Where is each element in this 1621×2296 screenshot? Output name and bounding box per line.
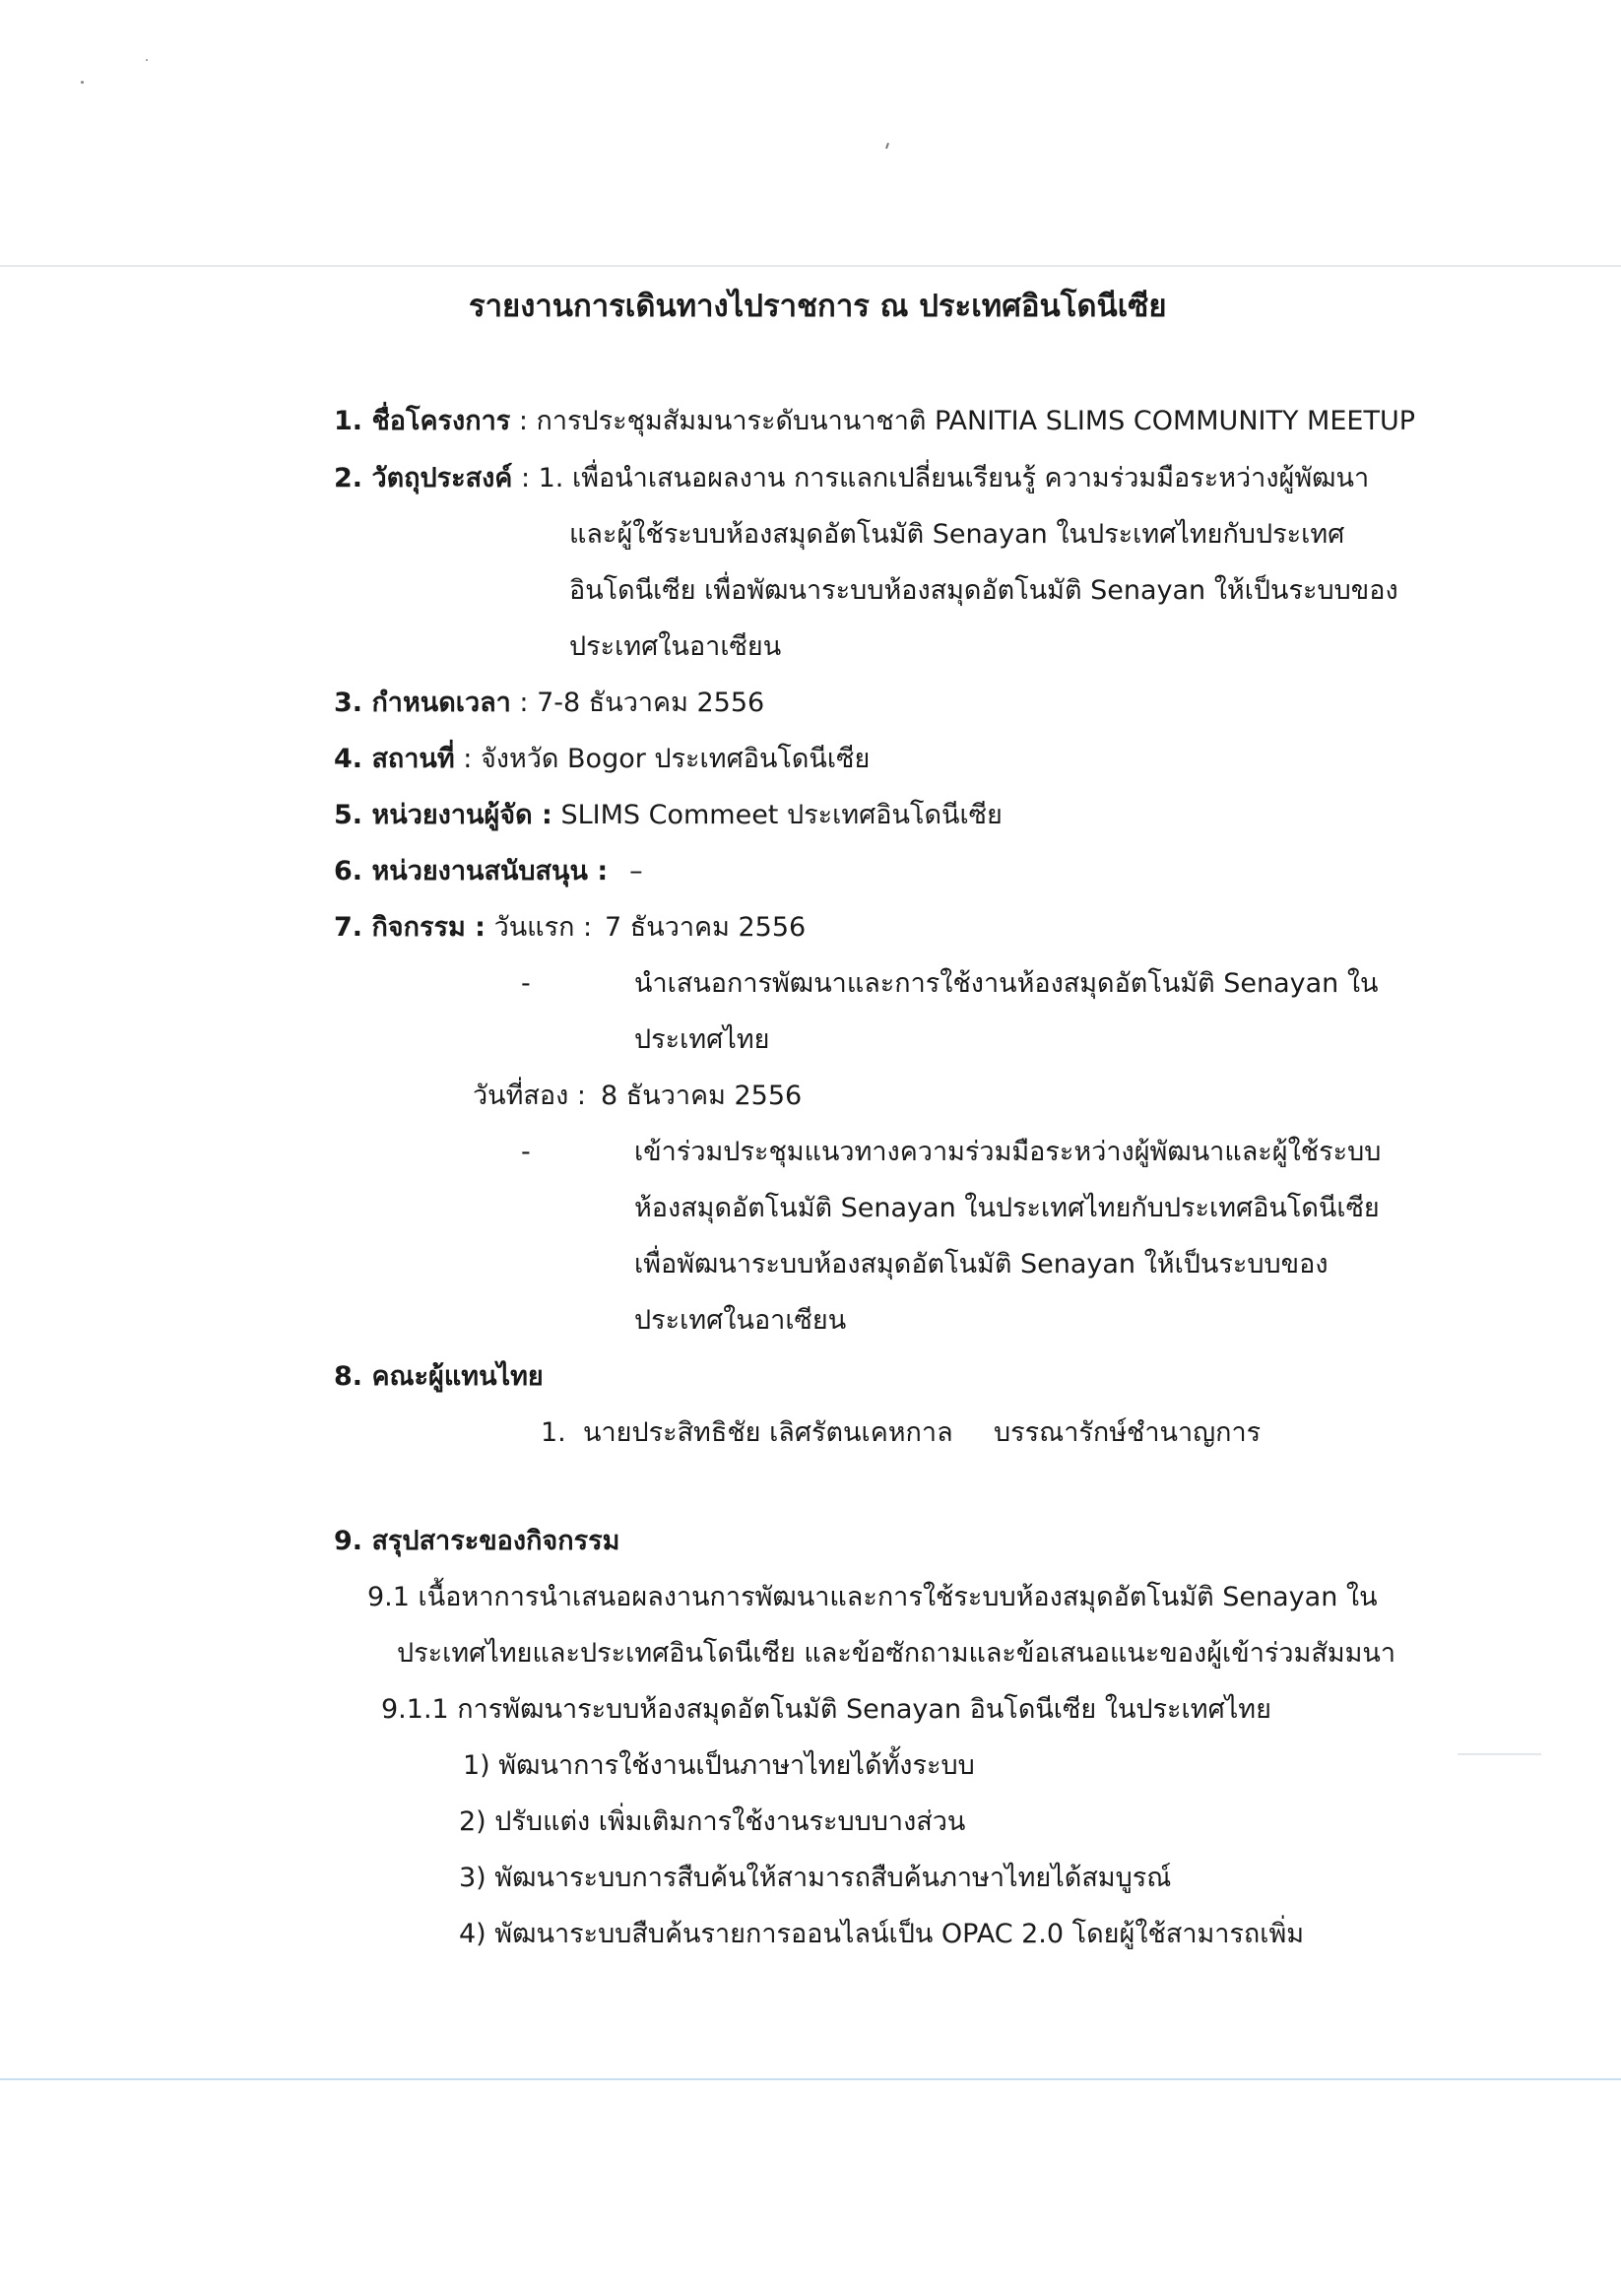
day2-date: 8 ธันวาคม 2556 — [601, 1081, 803, 1111]
summary-point: 2) ปรับแต่ง เพิ่มเติมการใช้งานระบบบางส่วน — [459, 1806, 966, 1837]
item-value: 7-8 ธันวาคม 2556 — [537, 688, 765, 718]
scan-speck — [146, 59, 148, 61]
summary-point: 1) พัฒนาการใช้งานเป็นภาษาไทยได้ทั้งระบบ — [463, 1750, 975, 1781]
day2-activity-line: เพื่อพัฒนาระบบห้องสมุดอัตโนมัติ Senayan ให้เป็นระบบของ — [634, 1249, 1329, 1279]
item-delegation-heading: 8. คณะผู้แทนไทย — [334, 1361, 544, 1392]
item-objective — [334, 461, 1369, 496]
item-label: 1. ชื่อโครงการ — [334, 406, 511, 436]
separator: : — [512, 463, 539, 493]
objective-line: ประเทศในอาเซียน — [569, 631, 782, 662]
bullet-dash: - — [521, 968, 531, 999]
item-value: จังหวัด Bogor ประเทศอินโดนีเซีย — [480, 744, 871, 774]
item-summary-heading: 9. สรุปสาระของกิจกรรม — [334, 1526, 620, 1556]
item-activities — [334, 910, 592, 946]
summary-point: 4) พัฒนาระบบสืบค้นรายการออนไลน์เป็น OPAC 2.0 โดยผู้ใช้สามารถเพิ่ม — [459, 1919, 1305, 1949]
summary-91-line: 9.1 เนื้อหาการนำเสนอผลงานการพัฒนาและการใช้ระบบห้องสมุดอัตโนมัติ Senayan ใน — [367, 1582, 1378, 1612]
item-label: 5. หน่วยงานผู้จัด : — [334, 800, 552, 830]
separator: : — [510, 688, 538, 718]
scan-mark-right — [1458, 1753, 1541, 1755]
day2-activity-line: ห้องสมุดอัตโนมัติ Senayan ในประเทศไทยกับประเทศอินโดนีเซีย — [634, 1193, 1380, 1223]
item-sponsor — [334, 854, 643, 889]
item-value: การประชุมสัมมนาระดับนานาชาติ PANITIA SLIMS COMMUNITY MEETUP — [536, 406, 1415, 436]
objective-line: อินโดนีเซีย เพื่อพัฒนาระบบห้องสมุดอัตโนมัติ Senayan ให้เป็นระบบของ — [569, 575, 1398, 606]
member-number: 1. — [541, 1417, 566, 1448]
summary-91-line: ประเทศไทยและประเทศอินโดนีเซีย และข้อซักถามและข้อเสนอแนะของผู้เข้าร่วมสัมมนา — [397, 1638, 1396, 1669]
day1-date: 7 ธันวาคม 2556 — [605, 912, 807, 943]
item-project-name — [334, 404, 1415, 439]
summary-911-heading: 9.1.1 การพัฒนาระบบห้องสมุดอัตโนมัติ Senayan อินโดนีเซีย ในประเทศไทย — [381, 1694, 1271, 1725]
day2-activity-line: ประเทศในอาเซียน — [634, 1305, 847, 1336]
day2-activity-line: เข้าร่วมประชุมแนวทางความร่วมมือระหว่างผู้พัฒนาและผู้ใช้ระบบ — [634, 1137, 1382, 1167]
item-value: – — [629, 856, 643, 886]
day1-activity-line: นำเสนอการพัฒนาและการใช้งานห้องสมุดอัตโนมัติ Senayan ใน — [634, 968, 1379, 999]
item-value: SLIMS Commeet ประเทศอินโดนีเซีย — [551, 800, 1003, 830]
day1-label: วันแรก : — [493, 912, 593, 943]
scan-speck — [81, 81, 84, 84]
objective-line: และผู้ใช้ระบบห้องสมุดอัตโนมัติ Senayan ในประเทศไทยกับประเทศ — [569, 519, 1345, 550]
member-position: บรรณารักษ์ชำนาญการ — [994, 1417, 1262, 1448]
item-label: 6. หน่วยงานสนับสนุน : — [334, 856, 609, 886]
day1-activity-line: ประเทศไทย — [634, 1024, 770, 1055]
separator: : — [454, 744, 481, 774]
item-value: 1. เพื่อนำเสนอผลงาน การแลกเปลี่ยนเรียนรู้ ความร่วมมือระหว่างผู้พัฒนา — [538, 463, 1370, 493]
document-title: รายงานการเดินทางไปราชการ ณ ประเทศอินโดนีเซีย — [469, 289, 1167, 324]
item-venue — [334, 742, 870, 777]
bullet-dash: - — [521, 1137, 531, 1167]
scan-fold-line-top — [0, 265, 1621, 267]
scan-fold-line-bottom — [0, 2078, 1621, 2080]
summary-point: 3) พัฒนาระบบการสืบค้นให้สามารถสืบค้นภาษาไทยได้สมบูรณ์ — [459, 1863, 1172, 1893]
scan-speck — [885, 143, 889, 149]
item-organizer — [334, 798, 1003, 833]
item-schedule — [334, 686, 764, 721]
item-label: 2. วัตถุประสงค์ — [334, 463, 513, 493]
item-label: 4. สถานที่ — [334, 744, 455, 774]
separator: : — [510, 406, 537, 436]
item-label: 3. กำหนดเวลา — [334, 688, 511, 718]
day2-label: วันที่สอง : — [473, 1081, 586, 1111]
item-label: 7. กิจกรรม : — [334, 912, 486, 943]
member-name: นายประสิทธิชัย เลิศรัตนเคหกาล — [583, 1417, 953, 1448]
